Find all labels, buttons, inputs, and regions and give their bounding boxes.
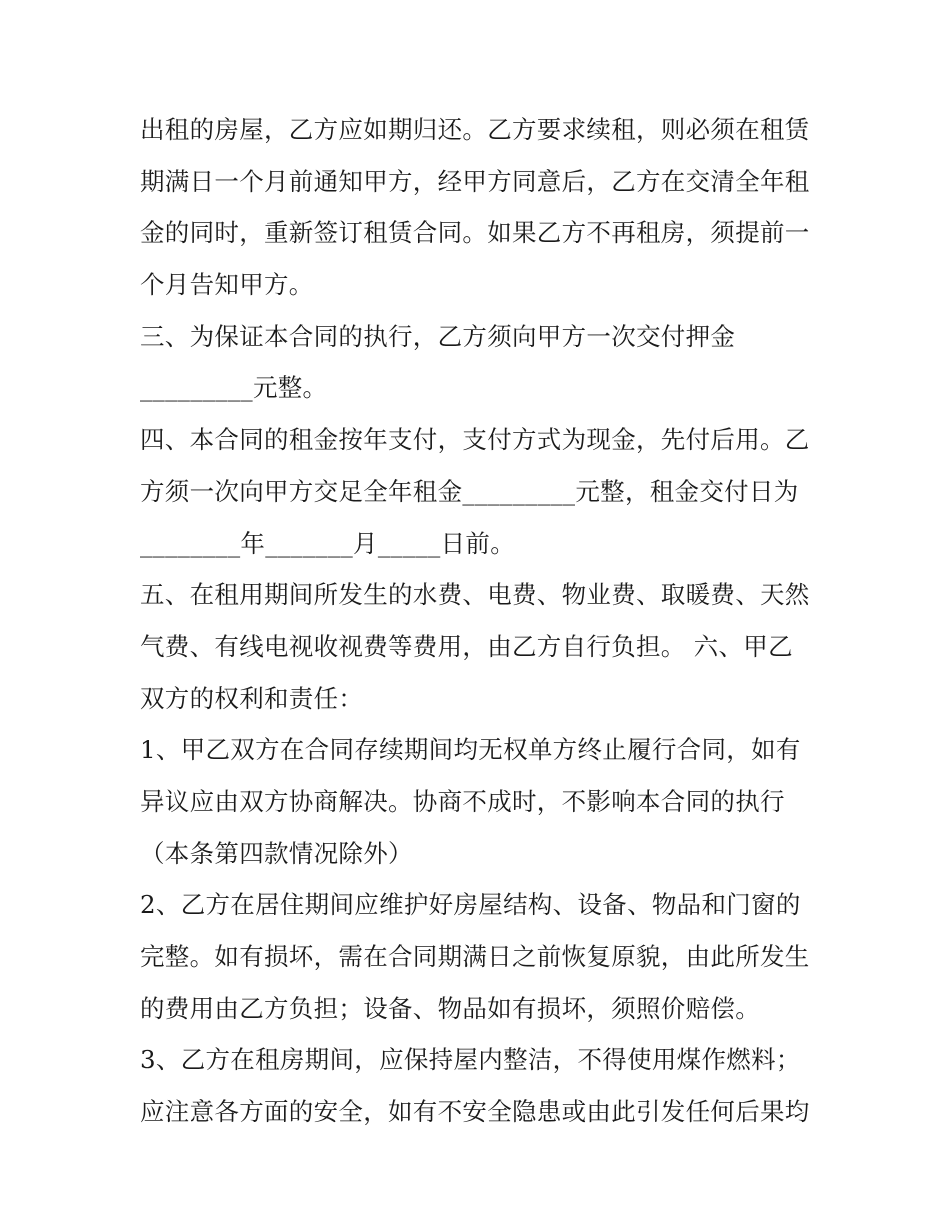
text-line: 金的同时，重新签订租赁合同。如果乙方不再租房，须提前一 xyxy=(140,218,810,248)
text-line: 异议应由双方协商解决。协商不成时，不影响本合同的执行 xyxy=(140,786,785,816)
clause-5-line: 五、在租用期间所发生的水费、电费、物业费、取暖费、天然 xyxy=(140,580,810,610)
deposit-blank-line: _________元整。 xyxy=(140,373,328,403)
text-line: 完整。如有损坏，需在合同期满日之前恢复原貌，由此所发生 xyxy=(140,942,810,971)
item-3-line: 3、乙方在租房期间，应保持屋内整洁，不得使用煤作燃料； xyxy=(140,1045,801,1075)
text-line: 期满日一个月前通知甲方，经甲方同意后，乙方在交清全年租 xyxy=(140,166,810,196)
item-1-line: 1、甲乙双方在合同存续期间均无权单方终止履行合同，如有 xyxy=(140,735,801,765)
item-2-line: 2、乙方在居住期间应维护好房屋结构、设备、物品和门窗的 xyxy=(140,890,801,920)
payment-date-line: ________年_______月_____日前。 xyxy=(140,528,515,558)
text-line: 应注意各方面的安全，如有不安全隐患或由此引发任何后果均 xyxy=(140,1097,810,1127)
clause-6-heading: 双方的权利和责任： xyxy=(140,683,364,713)
clause-3-line: 三、为保证本合同的执行，乙方须向甲方一次交付押金 xyxy=(140,321,736,351)
text-line: 的费用由乙方负担；设备、物品如有损坏，须照价赔偿。 xyxy=(140,993,760,1023)
text-line: 出租的房屋，乙方应如期归还。乙方要求续租，则必须在租赁 xyxy=(140,115,810,144)
text-line: 气费、有线电视收视费等费用，由乙方自行负担。 六、甲乙 xyxy=(140,631,793,661)
contract-body xyxy=(140,104,820,1138)
rent-amount-line: 方须一次向甲方交足全年租金_________元整，租金交付日为 xyxy=(140,476,799,506)
clause-4-line: 四、本合同的租金按年支付，支付方式为现金，先付后用。乙 xyxy=(140,425,810,455)
text-line: （本条第四款情况除外） xyxy=(140,838,413,868)
text-line: 个月告知甲方。 xyxy=(140,270,314,300)
